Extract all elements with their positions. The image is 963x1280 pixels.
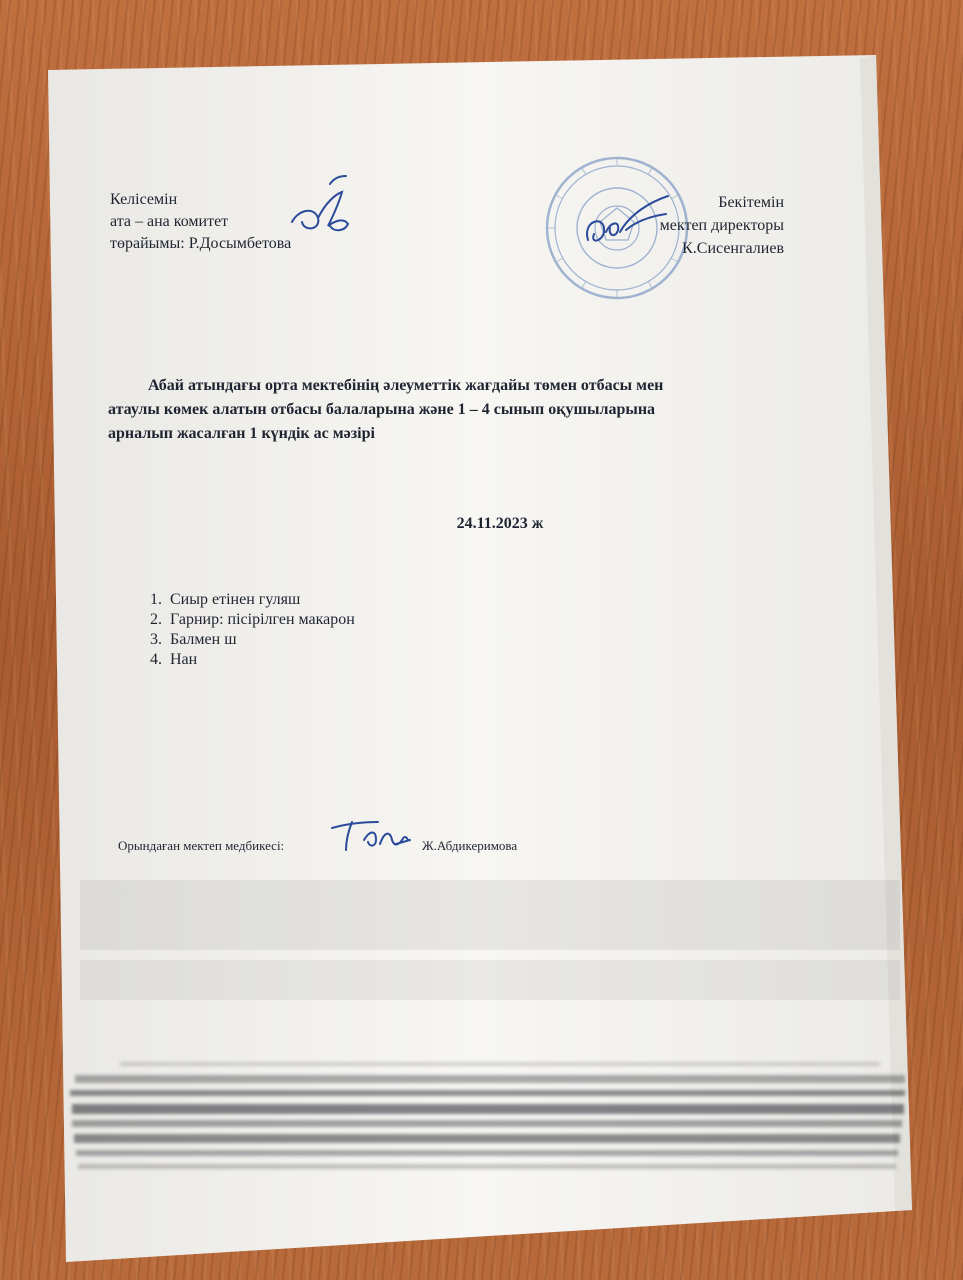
menu-item: 1. Сиыр етінен гуляш	[150, 591, 301, 608]
footer-label: Орындаған мектеп медбикесі:	[118, 838, 285, 853]
title-line3: арналып жасалған 1 күндік ас мәзірі	[108, 425, 375, 442]
approval-right-line2: мектеп директоры	[659, 217, 784, 234]
approval-left-line3: төрайымы: Р.Досымбетова	[110, 235, 292, 252]
footer-name: Ж.Абдикеримова	[422, 838, 518, 853]
title-line2: атаулы көмек алатын отбасы балаларына және 1 – 4 сынып оқушыларына	[108, 401, 656, 418]
approval-left-line1: Келісемін	[110, 191, 178, 208]
menu-date: 24.11.2023 ж	[456, 515, 544, 532]
approval-left-line2: ата – ана комитет	[110, 213, 229, 230]
approval-right-line1: Бекітемін	[718, 194, 784, 211]
menu-item: 3. Балмен ш	[150, 631, 237, 648]
title-line1: Абай атындағы орта мектебінің әлеуметтік жағдайы төмен отбасы мен	[148, 377, 664, 394]
menu-item: 4. Нан	[150, 651, 198, 668]
menu-item: 2. Гарнир: пісірілген макарон	[150, 611, 355, 628]
menu-list	[150, 590, 355, 670]
approval-right-line3: К.Сисенгалиев	[682, 240, 784, 257]
